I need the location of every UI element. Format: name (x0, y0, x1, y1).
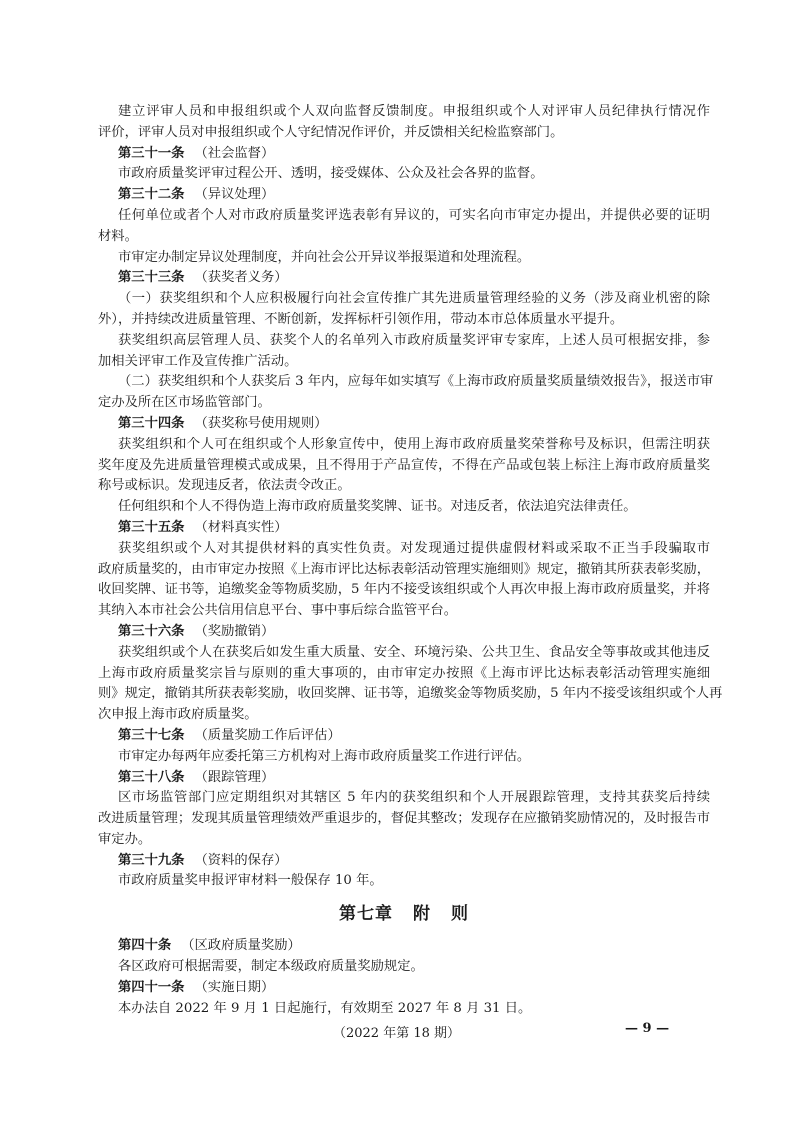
article-title: （区政府质量奖励） (181, 938, 301, 954)
text-line: 市审定办制定异议处理制度，并向社会公开异议举报渠道和处理流程。 (118, 249, 531, 265)
paragraph (98, 164, 710, 185)
article-title: （材料真实性） (194, 519, 288, 535)
paragraph (98, 871, 710, 892)
page-number: — 9 — (625, 1021, 670, 1036)
footer-issue: （2022 年第 18 期） (332, 1026, 461, 1041)
paragraph (98, 643, 723, 726)
paragraph (98, 435, 710, 497)
text-line: 审定办。 (98, 831, 152, 847)
article-number: 第三十七条 (118, 727, 185, 743)
text-line: 建立评审人员和申报组织或个人双向监督反馈制度。申报组织或个人对评审人员纪律执行情况作 (118, 104, 710, 119)
paragraph (98, 248, 710, 269)
article-number: 第三十四条 (118, 415, 185, 431)
article-heading (98, 622, 710, 643)
text-line: 市审定办每两年应委托第三方机构对上海市政府质量奖工作进行评估。 (118, 748, 531, 764)
text-line: 外），并持续改进质量管理、不断创新，发挥标杆引领作用，带动本市总体质量水平提升。 (98, 311, 624, 327)
article-number: 第三十六条 (118, 623, 185, 639)
article-title: （质量奖励工作后评估） (194, 727, 341, 743)
text-line: 获奖组织高层管理人员、获奖个人的名单列入市政府质量奖评审专家库，上述人员可根据安排，参 (118, 332, 710, 348)
article-heading (98, 726, 710, 747)
article-title: （社会监督） (194, 145, 275, 161)
text-line: 则》规定，撤销其所获表彰奖励，收回奖牌、证书等，追缴奖金等物质奖励，5 年内不接受该组织或个人再 (98, 686, 723, 702)
article-heading (98, 268, 710, 289)
article-number: 第三十五条 (118, 519, 185, 535)
article-number: 第三十三条 (118, 270, 185, 286)
text-line: 任何组织和个人不得伪造上海市政府质量奖奖牌、证书。对违反者，依法追究法律责任。 (118, 499, 637, 515)
text-line: 市政府质量奖申报评审材料一般保存 10 年。 (118, 873, 383, 889)
text-line: 奖年度及先进质量管理模式或成果，且不得用于产品宣传，不得在产品或包装上标注上海市政府质量奖 (98, 457, 710, 473)
paragraph (98, 747, 710, 768)
chapter-title-part: 附 (413, 904, 431, 925)
paragraph (98, 957, 710, 978)
paragraph (98, 539, 710, 622)
text-line: 材料。 (98, 228, 138, 244)
paragraph (98, 289, 710, 331)
text-line: 政府质量奖的，由市审定办按照《上海市评比达标表彰活动管理实施细则》规定，撤销其所获表彰奖励， (98, 561, 710, 577)
paragraph (98, 497, 710, 518)
text-line: 评价，评审人员对申报组织或个人守纪情况作评价，并反馈相关纪检监察部门。 (98, 124, 564, 140)
article-number: 第三十八条 (118, 769, 185, 785)
text-line: 次申报上海市政府质量奖。 (98, 707, 258, 723)
text-line: 上海市政府质量奖宗旨与原则的重大事项的，由市审定办按照《上海市评比达标表彰活动管理实施细 (98, 665, 710, 681)
article-title: （异议处理） (194, 187, 275, 203)
paragraph (98, 331, 710, 373)
text-line: 定办及所在区市场监管部门。 (98, 395, 271, 411)
paragraph (98, 102, 710, 144)
paragraph (98, 206, 710, 248)
text-line: 区市场监管部门应定期组织对其辖区 5 年内的获奖组织和个人开展跟踪管理，支持其获奖后持续 (118, 790, 710, 806)
chapter-title-part: 则 (451, 904, 469, 925)
article-heading (98, 414, 710, 435)
text-line: 加相关评审工作及宣传推广活动。 (98, 353, 298, 369)
article-title: （资料的保存） (194, 852, 288, 868)
article-heading (98, 851, 710, 872)
text-line: 市政府质量奖评审过程公开、透明，接受媒体、公众及社会各界的监督。 (118, 166, 544, 182)
article-heading (98, 978, 710, 999)
text-line: 收回奖牌、证书等，追缴奖金等物质奖励，5 年内不接受该组织或个人再次申报上海市政府质量奖，并将 (98, 582, 710, 598)
article-heading (98, 185, 710, 206)
text-line: 获奖组织或个人对其提供材料的真实性负责。对发现通过提供虚假材料或采取不正当手段骗取市 (118, 540, 710, 556)
article-number: 第三十一条 (118, 145, 185, 161)
article-title: （跟踪管理） (194, 769, 275, 785)
article-title: （实施日期） (194, 979, 275, 995)
chapter-title (98, 892, 710, 936)
paragraph (98, 999, 710, 1020)
text-line: 改进质量管理；发现其质量管理绩效严重退步的，督促其整改；发现存在应撤销奖励情况的，及时报告市 (98, 811, 710, 827)
article-title: （获奖者义务） (194, 270, 288, 286)
paragraph (98, 372, 714, 414)
article-heading (98, 518, 710, 539)
article-number: 第三十九条 (118, 852, 185, 868)
article-title: （奖励撤销） (194, 623, 275, 639)
paragraph (98, 788, 710, 850)
article-number: 第四十一条 (118, 979, 185, 995)
text-line: 其纳入本市社会公共信用信息平台、事中事后综合监管平台。 (98, 603, 458, 619)
article-heading (98, 936, 710, 957)
text-line: 各区政府可根据需要，制定本级政府质量奖励规定。 (118, 959, 424, 975)
text-line: 获奖组织和个人可在组织或个人形象宣传中，使用上海市政府质量奖荣誉称号及标识，但需注明获 (118, 436, 710, 452)
article-heading (98, 144, 710, 165)
text-line: 获奖组织或个人在获奖后如发生重大质量、安全、环境污染、公共卫生、食品安全等事故或其他违反 (118, 644, 710, 660)
article-number: 第三十二条 (118, 187, 185, 203)
chapter-title-part: 第七章 (339, 904, 393, 925)
text-line: 本办法自 2022 年 9 月 1 日起施行，有效期至 2027 年 8 月 31 日。 (118, 1000, 532, 1016)
article-heading (98, 768, 710, 789)
text-line: 称号或标识。发现违反者，依法责令改正。 (98, 478, 351, 494)
text-line: 任何单位或者个人对市政府质量奖评选表彰有异议的，可实名向市审定办提出，并提供必要的证明 (118, 207, 710, 223)
article-title: （获奖称号使用规则） (194, 415, 328, 431)
article-number: 第四十条 (118, 938, 172, 954)
text-line: （二）获奖组织和个人获奖后 3 年内，应每年如实填写《上海市政府质量奖质量绩效报告》，报送市审 (118, 374, 714, 390)
document-body (98, 102, 723, 1019)
text-line: （一）获奖组织和个人应积极履行向社会宣传推广其先进质量管理经验的义务（涉及商业机密的除 (118, 291, 710, 307)
